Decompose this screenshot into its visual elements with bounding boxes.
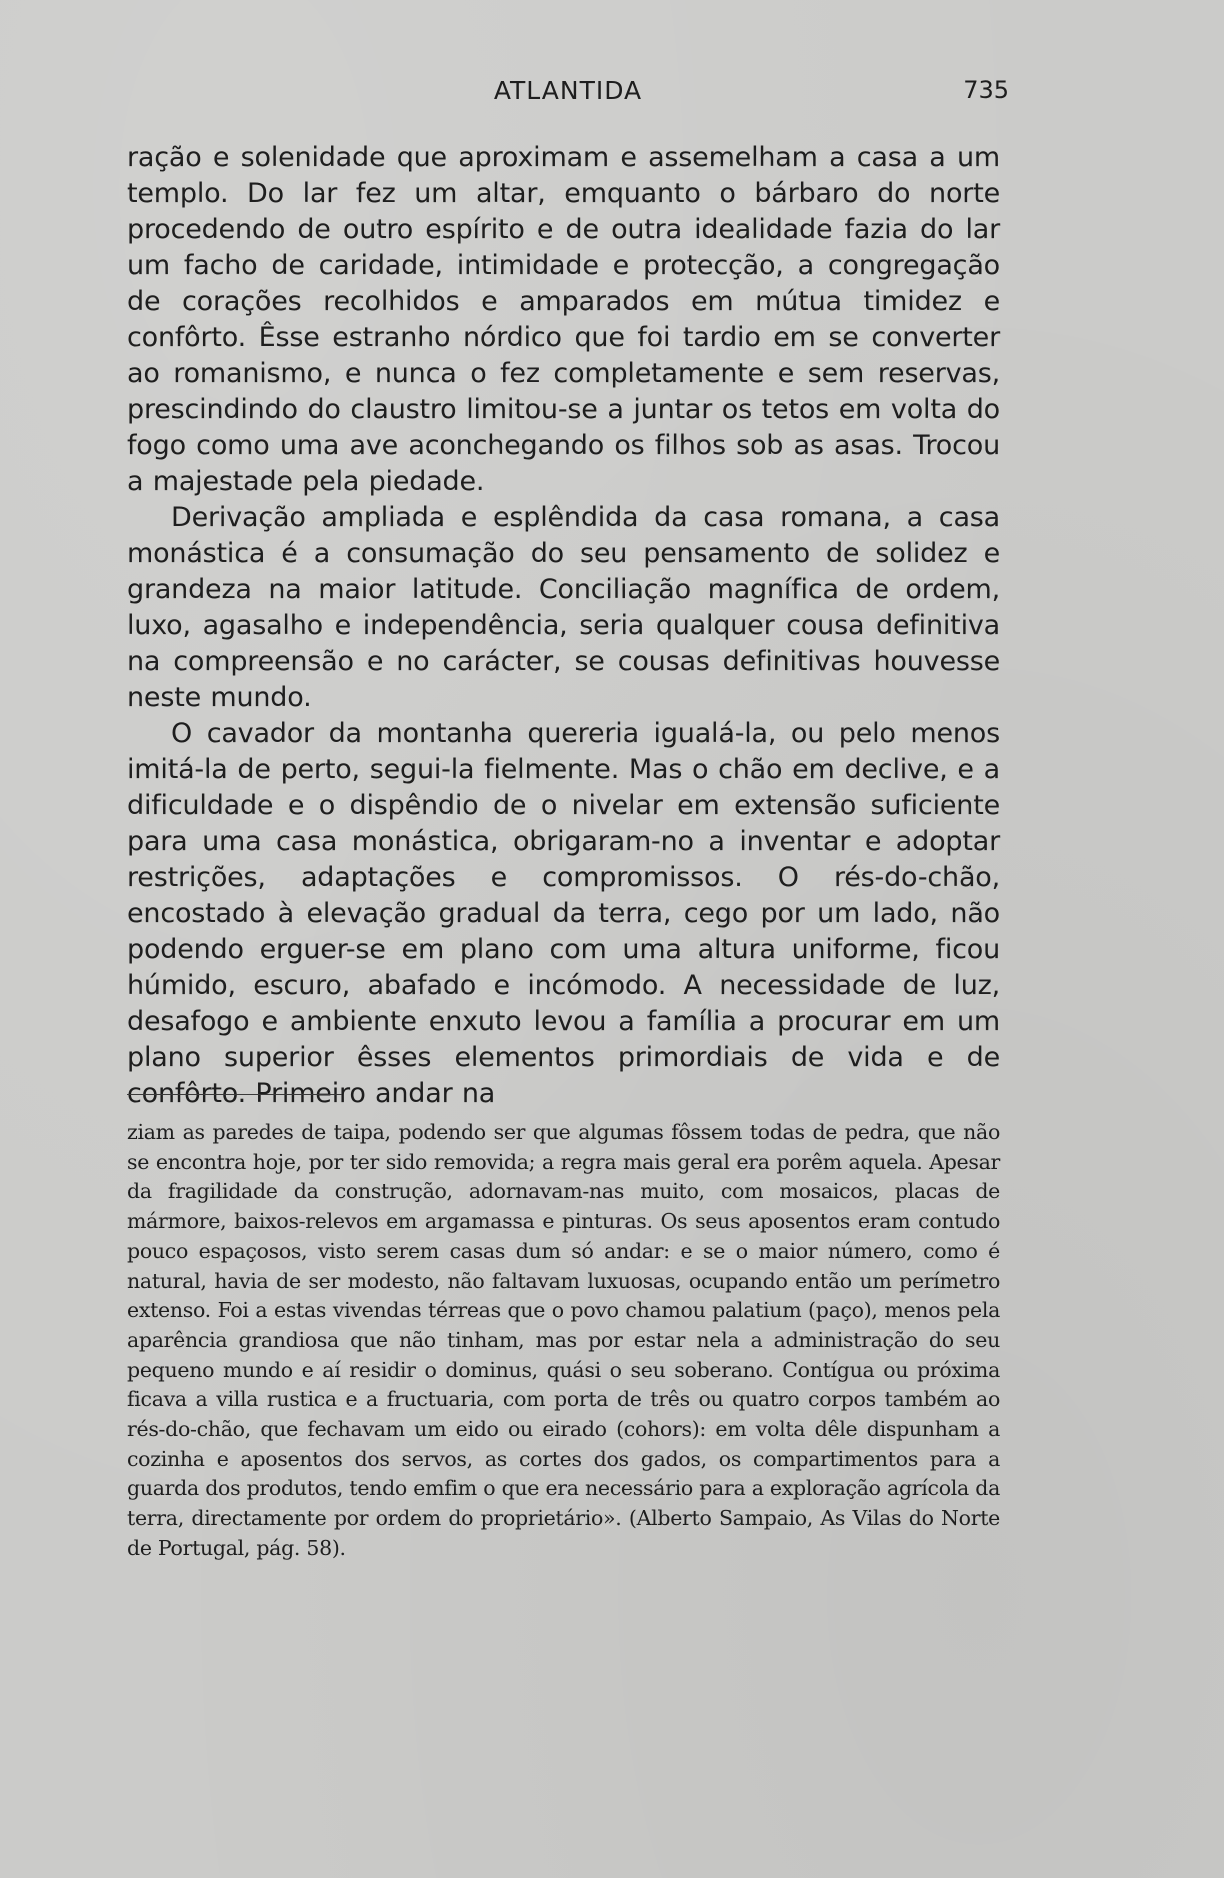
paragraph-continuation: ração e solenidade que aproximam e assemelham a casa a um templo. Do lar fez um altar, emquanto o bárbaro do norte procedendo de outro espírito e de outra idealidade fazia do lar um facho de caridade, intimidade e protecção, a congregação de corações recolhidos e amparados em mútua timidez e confôrto. Êsse estranho nórdico que foi tardio em se converter ao romanismo, e nunca o fez completamente e sem reservas, prescindindo do claustro limitou-se a juntar os tetos em volta do fogo como uma ave aconchegando os filhos sob as asas. Trocou a majestade pela piedade. [127,142,1000,497]
main-text [127,140,1000,1112]
paragraph: Derivação ampliada e esplêndida da casa romana, a casa monástica é a consumação do seu pensamento de solidez e grandeza na maior latitude. Conciliação magnífica de ordem, luxo, agasalho e independência, seria qualquer cousa definitiva na compreensão e no carácter, se cousas definitivas houvesse neste mundo. [127,502,1000,713]
footnote [127,1118,1000,1564]
footnote-divider [127,1094,342,1095]
running-title: ATLANTIDA [493,76,643,105]
page-header [127,76,1009,110]
footnote-text: ziam as paredes de taipa, podendo ser que algumas fôssem todas de pedra, que não se encontra hoje, por ter sido removida; a regra mais geral era porêm aquela. Apesar da fragilidade da construção, adornavam-nas muito, com mosaicos, placas de mármore, baixos-relevos em argamassa e pinturas. Os seus aposentos eram contudo pouco espaçosos, visto serem casas dum só andar: e se o maior número, como é natural, havia de ser modesto, não faltavam luxuosas, ocupando então um perímetro extenso. Foi a estas vivendas térreas que o povo chamou palatium (paço), menos pela aparência grandiosa que não tinham, mas por estar nela a administração do seu pequeno mundo e aí residir o dominus, quási o seu soberano. Contígua ou próxima ficava a villa rustica e a fructuaria, com porta de três ou quatro corpos também ao rés-do-chão, que fechavam um eido ou eirado (cohors): em volta dêle dispunham a cozinha e aposentos dos servos, as cortes dos gados, os compartimentos para a guarda dos produtos, tendo emfim o que era necessário para a exploração agrícola da terra, directamente por ordem do proprietário». (Alberto Sampaio, As Vilas do Norte de Portugal, pág. 58). [127,1120,1000,1560]
paragraph: O cavador da montanha quereria igualá-la, ou pelo menos imitá-la de perto, segui-la fielmente. Mas o chão em declive, e a dificuldade e o dispêndio de o nivelar em extensão suficiente para uma casa monástica, obrigaram-no a inventar e adoptar restrições, adaptações e compromissos. O rés-do-chão, encostado à elevação gradual da terra, cego por um lado, não podendo erguer-se em plano com uma altura uniforme, ficou húmido, escuro, abafado e incómodo. A necessidade de luz, desafogo e ambiente enxuto levou a família a procurar em um plano superior êsses elementos primordiais de vida e de confôrto. Primeiro andar na [127,718,1000,1109]
page-number: 735 [963,76,1009,104]
